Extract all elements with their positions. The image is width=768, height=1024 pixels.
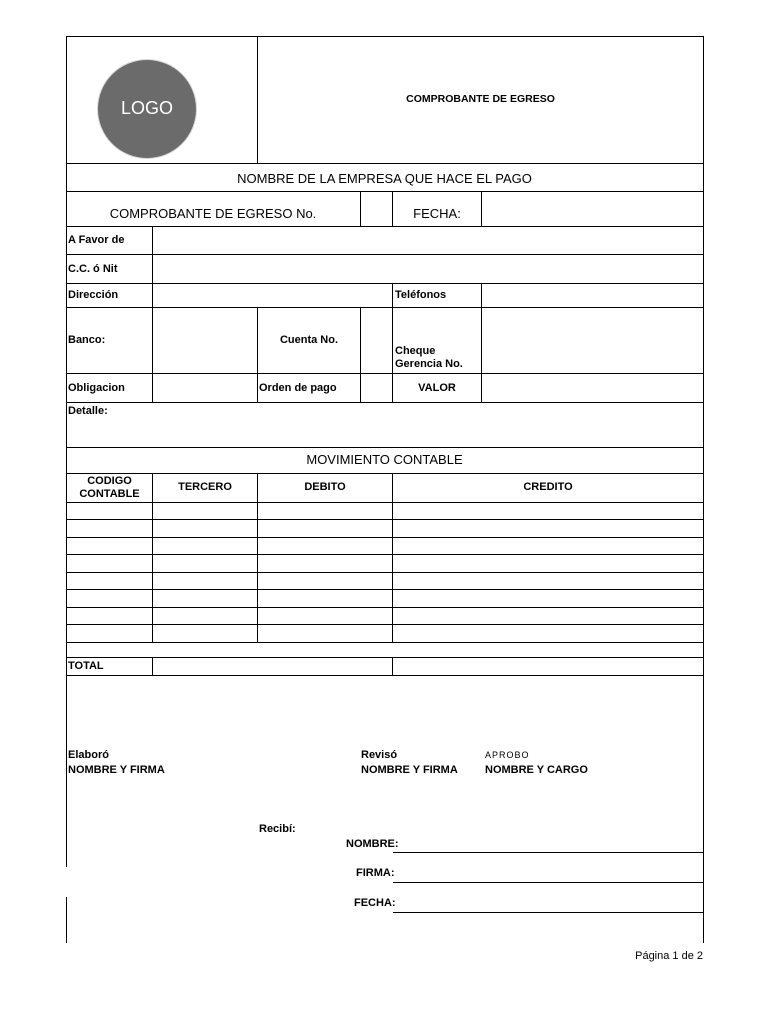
aprobo-label: APROBO (485, 750, 530, 760)
divider-vertical (392, 473, 393, 642)
date-field[interactable] (482, 192, 703, 226)
orden-pago-label: Orden de pago (259, 382, 337, 394)
column-header-tercero: TERCERO (178, 481, 232, 493)
a-favor-de-field[interactable] (153, 227, 703, 254)
border-right (703, 36, 704, 943)
movimiento-title: MOVIMIENTO CONTABLE (306, 452, 463, 467)
voucher-number-label: COMPROBANTE DE EGRESO No. (109, 206, 317, 221)
elaboro-sub: NOMBRE Y FIRMA (68, 764, 165, 776)
fecha-line (393, 912, 703, 913)
table-row-line (66, 642, 703, 643)
banco-label: Banco: (68, 334, 106, 346)
divider (66, 163, 703, 164)
total-credito-field[interactable] (393, 658, 703, 675)
gerencia-label: Gerencia No. (395, 358, 463, 370)
elaboro-label: Elaboró (68, 749, 109, 761)
telefonos-field[interactable] (482, 284, 703, 307)
table-row-line (66, 537, 703, 538)
date-label: FECHA: (413, 206, 461, 221)
page-number: Página 1 de 2 (635, 950, 703, 962)
cuenta-field[interactable] (361, 308, 392, 373)
nombre-line (393, 852, 703, 853)
telefonos-label: Teléfonos (395, 289, 447, 301)
voucher-number-field[interactable] (361, 192, 392, 226)
column-header-codigo: CODIGO (87, 475, 132, 487)
obligacion-label: Obligacion (68, 382, 125, 394)
firma-line (393, 882, 703, 883)
orden-pago-field[interactable] (361, 374, 392, 402)
nombre-label: NOMBRE: (346, 838, 399, 850)
table-row-line (66, 607, 703, 608)
direccion-label: Dirección (68, 289, 119, 301)
reviso-label: Revisó (361, 749, 398, 761)
cheque-field[interactable] (482, 308, 703, 373)
a-favor-de-label: A Favor de (68, 234, 125, 246)
firma-field[interactable] (402, 864, 703, 882)
table-row-line (66, 675, 703, 676)
total-debito-field[interactable] (153, 658, 392, 675)
document-title: COMPROBANTE DE EGRESO (406, 93, 555, 105)
column-header-debito: DEBITO (304, 481, 346, 493)
banco-field[interactable] (153, 308, 257, 373)
total-label: TOTAL (68, 660, 104, 672)
divider-vertical (257, 473, 258, 642)
divider-vertical (257, 307, 258, 402)
border-top (66, 36, 703, 37)
border-left (66, 897, 67, 943)
nombre-field[interactable] (402, 834, 703, 852)
column-header-credito: CREDITO (523, 481, 573, 493)
detalle-field[interactable] (67, 418, 703, 447)
valor-label: VALOR (418, 382, 456, 394)
fecha-label: FECHA: (354, 897, 396, 909)
valor-field[interactable] (482, 374, 703, 402)
border-left (66, 36, 67, 867)
table-row-line (66, 572, 703, 573)
firma-label: FIRMA: (356, 867, 395, 879)
divider (66, 402, 703, 403)
logo-text: LOGO (120, 98, 173, 118)
reviso-sub: NOMBRE Y FIRMA (361, 764, 458, 776)
company-name: NOMBRE DE LA EMPRESA QUE HACE EL PAGO (237, 171, 532, 186)
cuenta-label: Cuenta No. (279, 334, 339, 346)
divider (66, 447, 703, 448)
cheque-label: Cheque (395, 345, 436, 357)
cc-nit-field[interactable] (153, 255, 703, 283)
table-row-line (66, 624, 703, 625)
column-header-codigo: CONTABLE (79, 488, 140, 500)
detalle-label: Detalle: (68, 405, 108, 417)
fecha-field[interactable] (402, 894, 703, 912)
recibi-label: Recibí: (259, 823, 296, 835)
table-row-line (66, 519, 703, 520)
table-row-line (66, 554, 703, 555)
divider-vertical (152, 473, 153, 642)
table-row-line (66, 589, 703, 590)
cc-nit-label: C.C. ó Nit (68, 263, 118, 275)
divider (66, 502, 703, 503)
company-logo (98, 60, 196, 158)
direccion-field[interactable] (153, 284, 392, 307)
aprobo-sub: NOMBRE Y CARGO (485, 764, 588, 776)
obligacion-field[interactable] (153, 374, 257, 402)
divider (66, 473, 703, 474)
